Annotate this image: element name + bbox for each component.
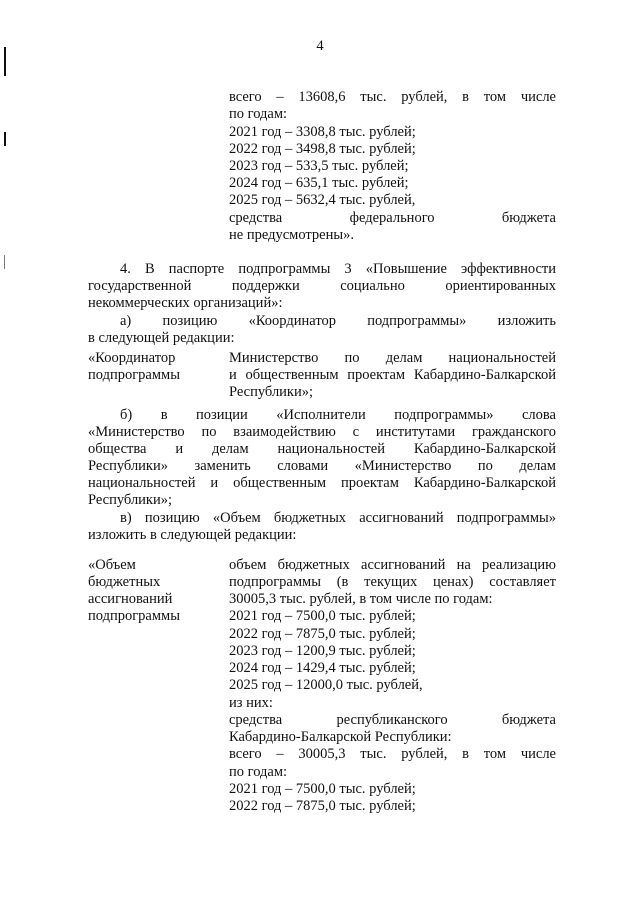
- text-line: б) в позиции «Исполнители подпрограммы» слова: [120, 407, 556, 423]
- scan-edge-mark: [4, 255, 5, 269]
- text-line: а) позицию «Координатор подпрограммы» изложить: [120, 313, 556, 329]
- text-line: 2024 год – 1429,4 тыс. рублей;: [229, 660, 416, 676]
- text-line: национальностей и общественным проектам Кабардино-Балкарской: [88, 475, 556, 491]
- text-line: Республики»;: [88, 492, 173, 508]
- text-line: объем бюджетных ассигнований на реализацию: [229, 557, 556, 573]
- text-line: ассигнований: [88, 591, 173, 607]
- text-line: некоммерческих организаций»:: [88, 295, 283, 311]
- text-line: подпрограммы: [88, 608, 180, 624]
- text-line: из них:: [229, 695, 273, 711]
- text-line: средства республиканского бюджета: [229, 712, 556, 728]
- text-line: и общественным проектам Кабардино-Балкарской: [229, 367, 556, 383]
- coordinator-label: [88, 350, 180, 384]
- text-line: в) позицию «Объем бюджетных ассигнований подпрограммы»: [120, 510, 556, 526]
- text-line: 2021 год – 3308,8 тыс. рублей;: [229, 124, 416, 140]
- scan-edge-mark: [4, 47, 6, 76]
- text-line: 2021 год – 7500,0 тыс. рублей;: [229, 608, 416, 624]
- budget-label: [88, 557, 180, 625]
- text-line: государственной поддержки социально ориентированных: [88, 278, 556, 294]
- text-line: по годам:: [229, 106, 288, 122]
- text-line: всего – 13608,6 тыс. рублей, в том числе: [229, 89, 556, 105]
- text-line: 30005,3 тыс. рублей, в том числе по годам:: [229, 591, 493, 607]
- page-number: 4: [316, 38, 324, 54]
- text-line: подпрограммы: [88, 367, 180, 383]
- text-line: 2022 год – 3498,8 тыс. рублей;: [229, 141, 416, 157]
- text-line: изложить в следующей редакции:: [88, 527, 297, 543]
- text-line: подпрограммы (в текущих ценах) составляет: [229, 574, 556, 590]
- text-line: Кабардино-Балкарской Республики:: [229, 729, 452, 745]
- text-line: 2023 год – 533,5 тыс. рублей;: [229, 158, 409, 174]
- text-line: 4. В паспорте подпрограммы 3 «Повышение эффективности: [120, 261, 556, 277]
- text-line: «Объем: [88, 557, 136, 573]
- text-line: 2022 год – 7875,0 тыс. рублей;: [229, 798, 416, 814]
- text-line: 2025 год – 12000,0 тыс. рублей,: [229, 677, 423, 693]
- text-line: Республики» заменить словами «Министерство по делам: [88, 458, 556, 474]
- text-line: 2025 год – 5632,4 тыс. рублей,: [229, 192, 416, 208]
- text-line: всего – 30005,3 тыс. рублей, в том числе: [229, 746, 556, 762]
- text-line: 2023 год – 1200,9 тыс. рублей;: [229, 643, 416, 659]
- text-line: не предусмотрены».: [229, 227, 354, 243]
- text-line: «Координатор: [88, 350, 176, 366]
- text-line: в следующей редакции:: [88, 330, 235, 346]
- text-line: 2024 год – 635,1 тыс. рублей;: [229, 175, 409, 191]
- text-line: Министерство по делам национальностей: [229, 350, 556, 366]
- text-line: по годам:: [229, 764, 288, 780]
- text-line: Республики»;: [229, 384, 314, 400]
- text-line: средства федерального бюджета: [229, 210, 556, 226]
- text-line: 2021 год – 7500,0 тыс. рублей;: [229, 781, 416, 797]
- text-line: бюджетных: [88, 574, 161, 590]
- text-line: «Министерство по взаимодействию с институтами гражданского: [88, 424, 556, 440]
- text-line: общества и делам национальностей Кабардино-Балкарской: [88, 441, 556, 457]
- scan-edge-mark: [4, 132, 6, 146]
- text-line: 2022 год – 7875,0 тыс. рублей;: [229, 626, 416, 642]
